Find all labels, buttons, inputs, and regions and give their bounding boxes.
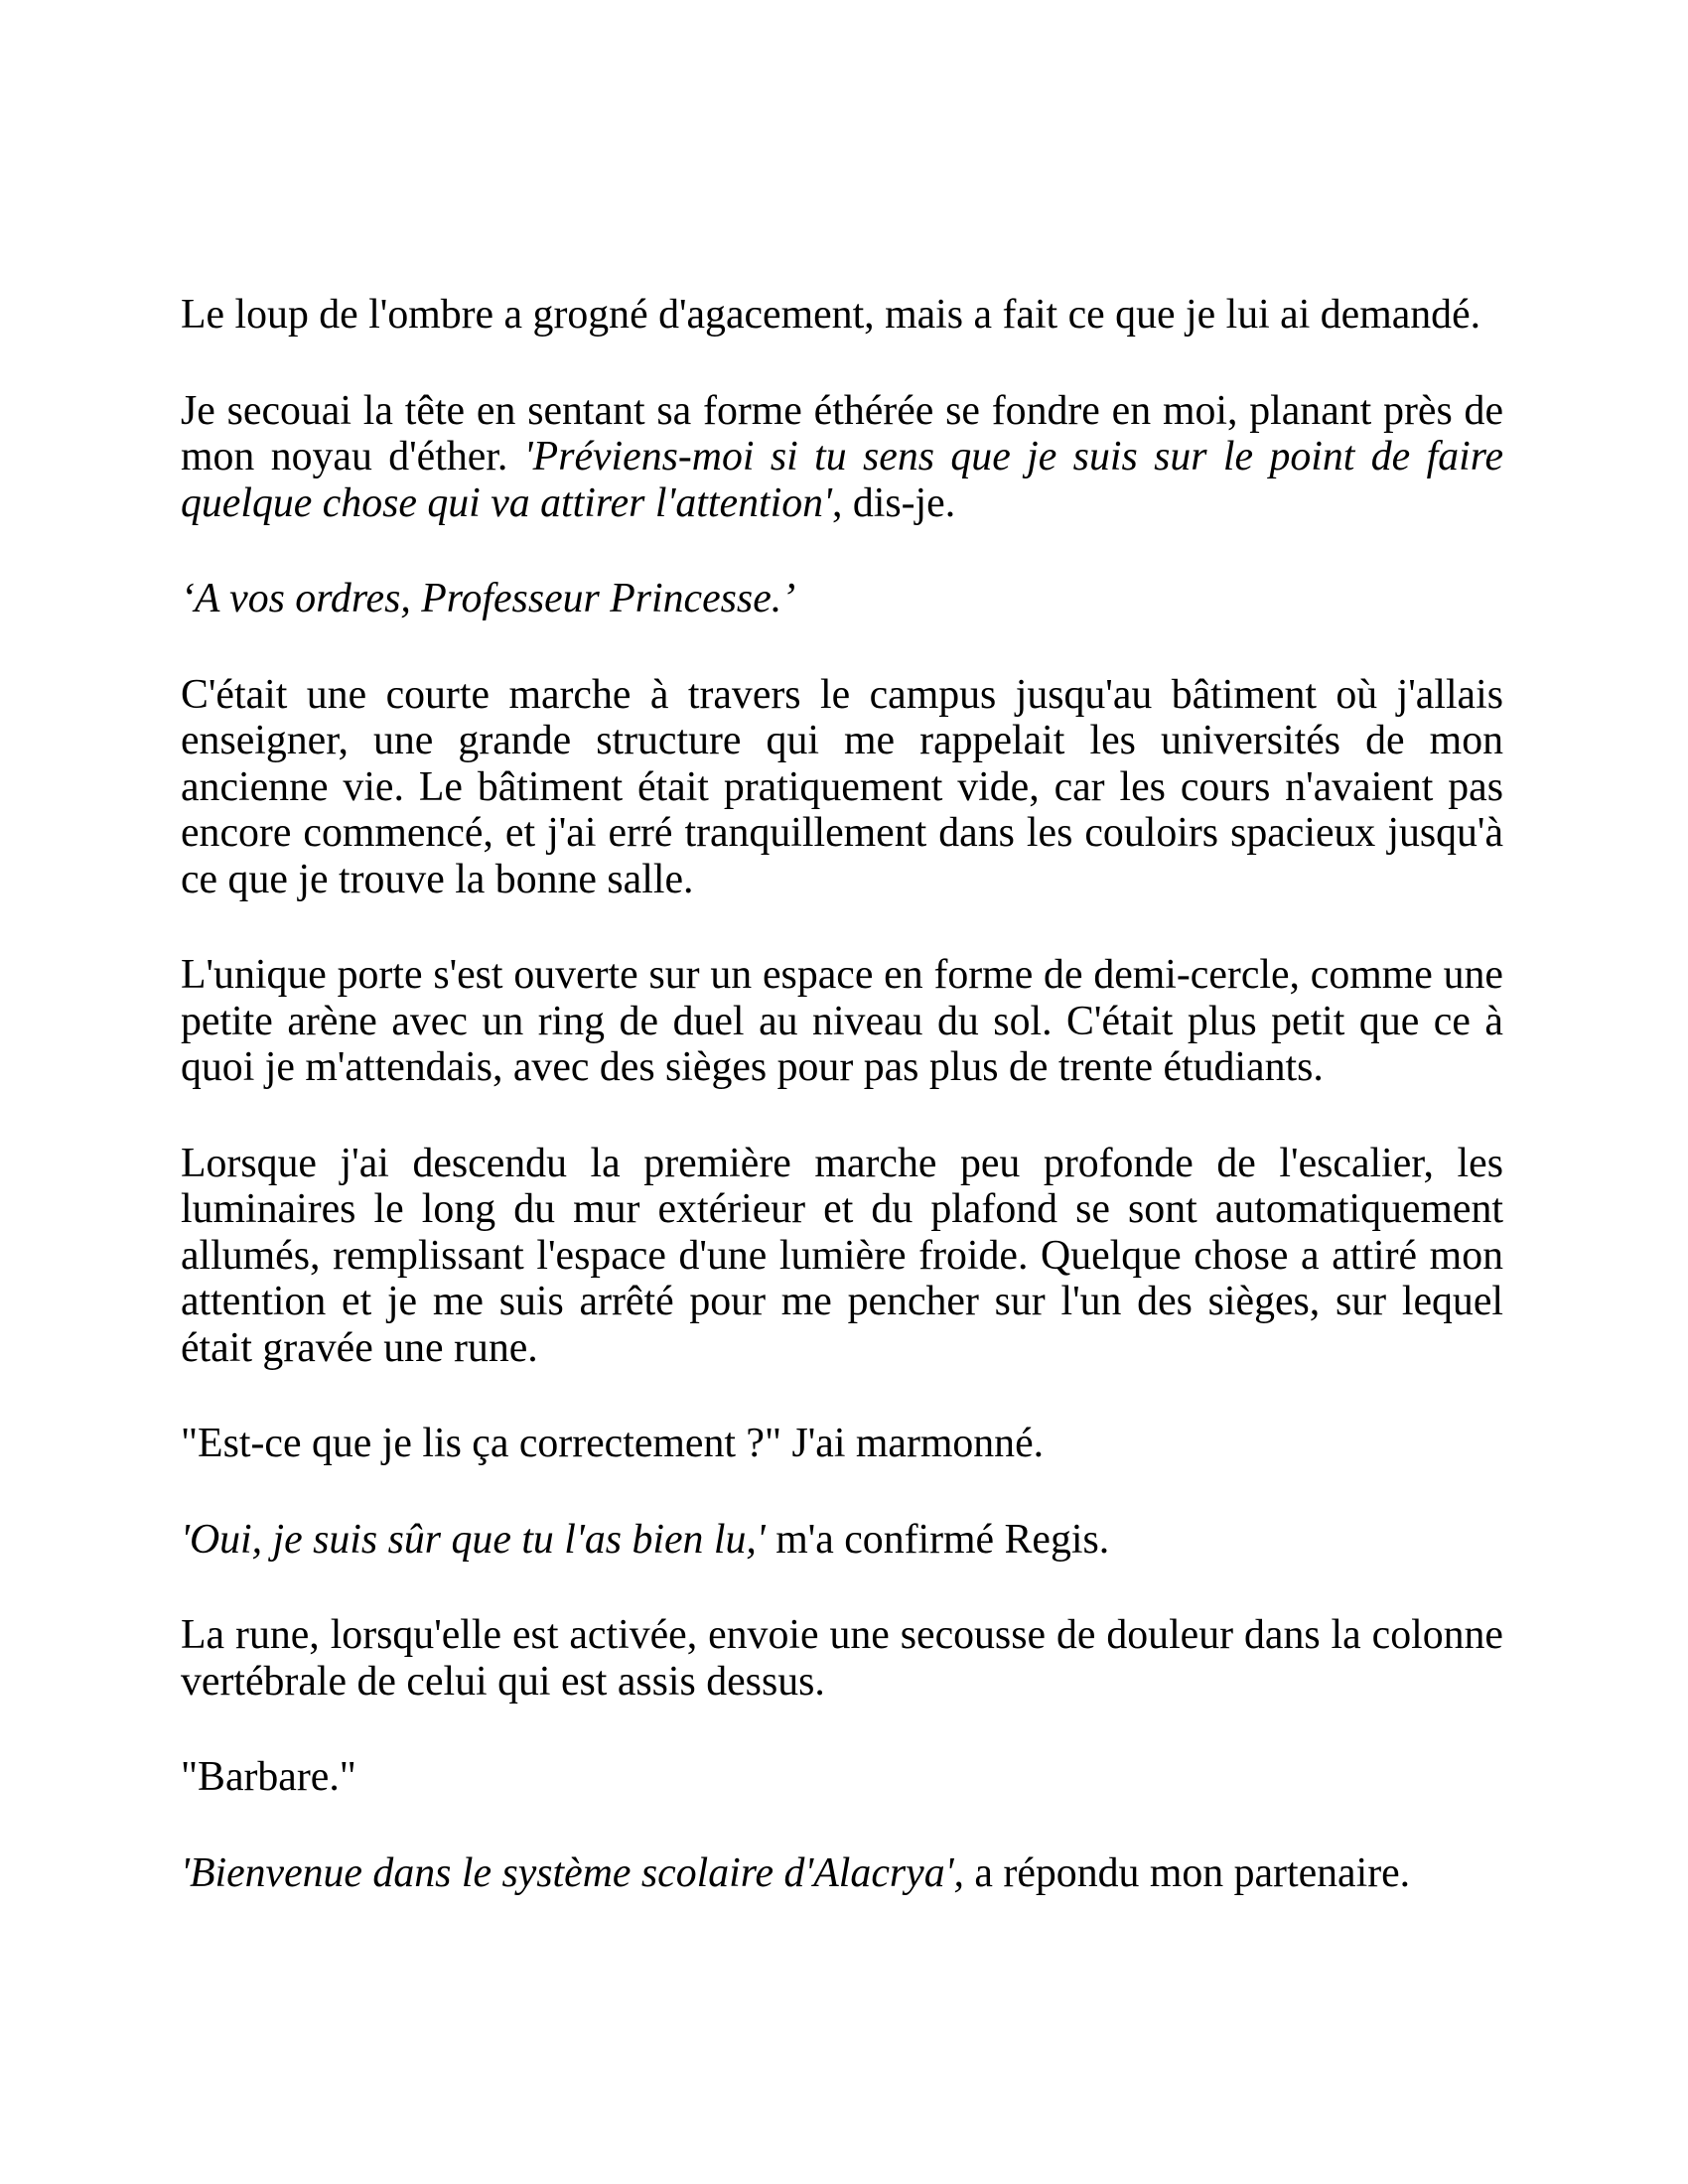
text-run: m'a confirmé Regis. <box>765 1516 1110 1563</box>
paragraph <box>181 576 1503 622</box>
text-run: "Barbare." <box>181 1754 356 1800</box>
text-run: La rune, lorsqu'elle est activée, envoie une secousse de douleur dans la colonne vertébrale de celui qui est assis dessus. <box>181 1612 1503 1705</box>
text-run: 'Bienvenue dans le système scolaire d'Alacrya', <box>181 1849 964 1896</box>
text-run: Le loup de l'ombre a grogné d'agacement, mais a fait ce que je lui ai demandé. <box>181 292 1481 338</box>
paragraph <box>181 952 1503 1091</box>
paragraph <box>181 1612 1503 1705</box>
paragraph <box>181 1517 1503 1564</box>
paragraph <box>181 1754 1503 1801</box>
text-run: 'Préviens-moi si tu sens que je suis sur le point de faire quelque chose qui va attirer l'attention' <box>181 434 1503 526</box>
text-run: L'unique porte s'est ouverte sur un espace en forme de demi-cercle, comme une petite arène avec un ring de duel au niveau du sol. C'était plus petit que ce à quoi je m'attendais, avec des sièges pour pas plus de trente étudiants. <box>181 952 1503 1090</box>
text-run: , dis-je. <box>831 479 956 526</box>
text-run: C'était une courte marche à travers le campus jusqu'au bâtiment où j'allais enseigner, une grande structure qui me rappelait les universités de mon ancienne vie. Le bâtiment était pratiquement vide, car les cours n'avaient pas encore commencé, et j'ai erré tranquillement dans les couloirs spacieux jusqu'à ce que je trouve la bonne salle. <box>181 671 1503 902</box>
paragraph <box>181 1421 1503 1467</box>
paragraph <box>181 388 1503 527</box>
paragraph <box>181 672 1503 903</box>
paragraph <box>181 292 1503 339</box>
paragraph <box>181 1850 1503 1897</box>
text-run: Je secouai la tête en sentant sa forme éthérée se fondre en moi, planant près de mon noyau d'éther. <box>181 387 1503 479</box>
text-run: Lorsque j'ai descendu la première marche peu profonde de l'escalier, les luminaires le long du mur extérieur et du plafond se sont automatiquement allumés, remplissant l'espace d'une lumière froide. Quelque chose a attiré mon attention et je me suis arrêté pour me pencher sur l'un des sièges, sur lequel était gravée une rune. <box>181 1140 1503 1371</box>
paragraph <box>181 1141 1503 1372</box>
text-run: "Est-ce que je lis ça correctement ?" J'ai marmonné. <box>181 1421 1045 1466</box>
text-content <box>181 292 1503 1896</box>
text-run: a répondu mon partenaire. <box>963 1849 1411 1896</box>
text-run: 'Oui, je suis sûr que tu l'as bien lu,' <box>181 1516 766 1563</box>
text-run: ‘A vos ordres, Professeur Princesse.’ <box>181 576 796 621</box>
